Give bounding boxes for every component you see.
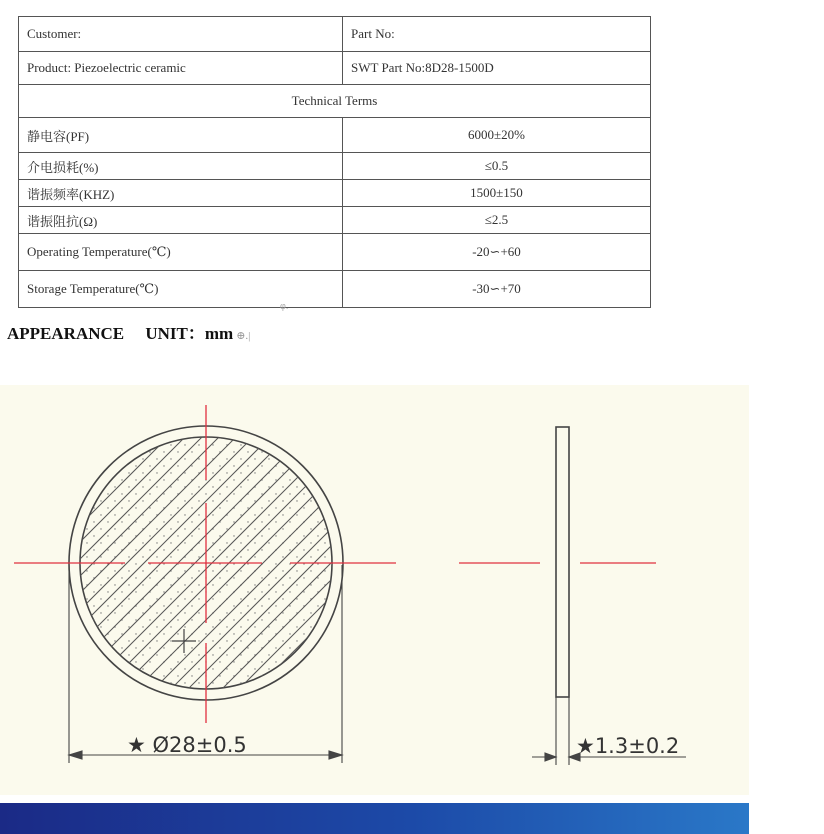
appearance-mark: ⊕.| [236,330,251,342]
technical-drawing [0,385,749,795]
appearance-heading [7,319,250,344]
table-row [19,52,651,85]
value-cell: -30∽+70 [343,271,651,308]
param-cell: 介电损耗(%) [19,153,343,180]
spec-table [18,16,651,308]
param-cell: Storage Temperature(℃) [19,271,343,308]
table-row [19,153,651,180]
param-cell: 谐振阻抗(Ω) [19,207,343,234]
value-cell: -20∽+60 [343,234,651,271]
value-cell: 6000±20% [343,118,651,153]
table-row [19,17,651,52]
product-cell: Product: Piezoelectric ceramic [19,52,343,85]
param-cell: 谐振频率(KHZ) [19,180,343,207]
section-title: Technical Terms [19,85,651,118]
part-no-cell: Part No: [343,17,651,52]
disc-hatching [0,385,701,763]
table-row [19,118,651,153]
hatch-line [284,385,684,763]
hatch-line [301,385,701,763]
swt-part-no-cell: SWT Part No:8D28-1500D [343,52,651,85]
table-row [19,234,651,271]
table-row [19,180,651,207]
table-row [19,207,651,234]
value-cell: ≤2.5 [343,207,651,234]
param-cell: 静电容(PF) [19,118,343,153]
thickness-label: ★1.3±0.2 [576,734,680,758]
value-cell: 1500±150 [343,180,651,207]
drawing-svg [0,385,749,795]
footer-bar [0,803,749,834]
param-cell: Operating Temperature(℃) [19,234,343,271]
appearance-heading-text: APPEARANCE UNIT：mm [7,324,234,343]
tiny-mark: φ. [280,301,289,311]
customer-cell: Customer: [19,17,343,52]
table-row [19,85,651,118]
diameter-label: ★ Ø28±0.5 [127,733,247,757]
table-row [19,271,651,308]
value-cell: ≤0.5 [343,153,651,180]
side-view-disc [556,427,569,697]
